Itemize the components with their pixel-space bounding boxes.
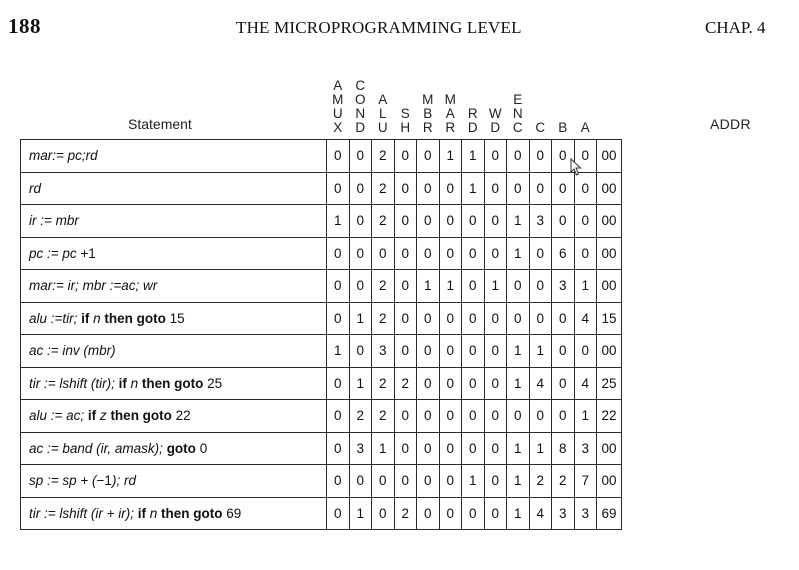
field-cell-wd: 0 bbox=[484, 205, 507, 238]
field-cell-a: 0 bbox=[574, 237, 597, 270]
field-cell-mar: 0 bbox=[439, 367, 462, 400]
mouse-pointer-icon bbox=[570, 158, 582, 176]
column-header-letter: N bbox=[355, 106, 366, 121]
field-cell-alu: 0 bbox=[372, 497, 395, 530]
field-cell-c: 1 bbox=[529, 335, 552, 368]
field-cell-wd: 0 bbox=[484, 140, 507, 173]
field-cell-amux: 0 bbox=[327, 140, 350, 173]
field-cell-enc: 0 bbox=[507, 140, 530, 173]
statement-column-header: Statement bbox=[128, 116, 192, 132]
field-cell-sh: 2 bbox=[394, 367, 417, 400]
column-header-letter: S bbox=[400, 106, 410, 121]
column-header-a bbox=[574, 65, 597, 135]
statement-fragment: ir := mbr bbox=[29, 213, 79, 229]
field-cell-mbr: 0 bbox=[417, 205, 440, 238]
field-cell-wd: 0 bbox=[484, 465, 507, 498]
statement-fragment: alu :=tir; bbox=[29, 310, 82, 326]
statement-cell bbox=[21, 140, 327, 173]
field-cell-cond: 0 bbox=[349, 140, 372, 173]
column-header-letter: D bbox=[490, 120, 501, 135]
field-cell-a: 4 bbox=[574, 367, 597, 400]
field-cell-b: 0 bbox=[552, 172, 575, 205]
field-cell-rd: 0 bbox=[462, 270, 485, 303]
field-cell-mbr: 0 bbox=[417, 140, 440, 173]
statement-fragment: then goto bbox=[141, 375, 204, 391]
chapter-reference: CHAP. 4 bbox=[705, 18, 766, 37]
field-cell-sh: 0 bbox=[394, 172, 417, 205]
field-cell-amux: 0 bbox=[327, 302, 350, 335]
field-cell-mbr: 0 bbox=[417, 400, 440, 433]
field-cell-mbr: 0 bbox=[417, 432, 440, 465]
column-header-letter: R bbox=[422, 120, 433, 135]
field-cell-mar: 0 bbox=[439, 432, 462, 465]
statement-fragment: z bbox=[96, 408, 111, 424]
field-cell-alu: 2 bbox=[372, 302, 395, 335]
column-header-letter: A bbox=[378, 92, 388, 107]
field-cell-mar: 0 bbox=[439, 400, 462, 433]
field-cell-c: 4 bbox=[529, 367, 552, 400]
field-cell-sh: 0 bbox=[394, 400, 417, 433]
table-row bbox=[21, 367, 622, 400]
field-cell-b: 0 bbox=[552, 367, 575, 400]
column-header-letter: L bbox=[378, 106, 387, 121]
field-cell-mbr: 0 bbox=[417, 497, 440, 530]
field-cell-a: 0 bbox=[574, 335, 597, 368]
field-cell-cond: 0 bbox=[349, 335, 372, 368]
field-cell-sh: 2 bbox=[394, 497, 417, 530]
field-cell-cond: 2 bbox=[349, 400, 372, 433]
page-number: 188 bbox=[8, 14, 41, 38]
column-header-c bbox=[529, 65, 552, 135]
field-cell-mar: 0 bbox=[439, 302, 462, 335]
field-cell-amux: 0 bbox=[327, 367, 350, 400]
field-cell-c: 0 bbox=[529, 400, 552, 433]
statement-fragment: n bbox=[126, 375, 142, 391]
field-cell-sh: 0 bbox=[394, 140, 417, 173]
column-header-letter: A bbox=[445, 106, 455, 121]
field-cell-amux: 0 bbox=[327, 465, 350, 498]
field-cell-amux: 0 bbox=[327, 432, 350, 465]
addr-cell: 00 bbox=[597, 465, 622, 498]
addr-cell: 15 bbox=[597, 302, 622, 335]
column-header-letter: B bbox=[558, 120, 568, 135]
field-cell-wd: 0 bbox=[484, 367, 507, 400]
column-header-letter: C bbox=[355, 78, 366, 93]
statement-fragment: n bbox=[89, 310, 105, 326]
statement-fragment: 15 bbox=[165, 310, 185, 326]
field-cell-sh: 0 bbox=[394, 335, 417, 368]
statement-fragment: tir := lshift (ir + ir); bbox=[29, 505, 138, 521]
table-row bbox=[21, 400, 622, 433]
field-cell-sh: 0 bbox=[394, 302, 417, 335]
field-cell-rd: 0 bbox=[462, 400, 485, 433]
field-cell-alu: 1 bbox=[372, 432, 395, 465]
field-cell-mbr: 0 bbox=[417, 302, 440, 335]
field-cell-c: 0 bbox=[529, 302, 552, 335]
column-header-rd bbox=[462, 65, 485, 135]
field-cell-rd: 0 bbox=[462, 205, 485, 238]
column-header-letter: U bbox=[332, 106, 343, 121]
statement-cell bbox=[21, 465, 327, 498]
field-cell-mbr: 0 bbox=[417, 465, 440, 498]
column-header-cond bbox=[349, 65, 372, 135]
field-cell-wd: 0 bbox=[484, 400, 507, 433]
field-cell-alu: 2 bbox=[372, 367, 395, 400]
statement-fragment: if bbox=[87, 408, 97, 424]
field-cell-mar: 1 bbox=[439, 270, 462, 303]
column-header-enc bbox=[507, 65, 530, 135]
statement-fragment: alu := ac; bbox=[29, 408, 88, 424]
field-cell-enc: 0 bbox=[507, 400, 530, 433]
statement-fragment: tir := lshift (tir); bbox=[29, 375, 119, 391]
statement-fragment: if bbox=[118, 375, 127, 391]
column-header-letter: N bbox=[512, 106, 523, 121]
table-row bbox=[21, 270, 622, 303]
field-cell-sh: 0 bbox=[394, 205, 417, 238]
table-row bbox=[21, 335, 622, 368]
field-cell-wd: 0 bbox=[484, 497, 507, 530]
field-cell-mbr: 0 bbox=[417, 172, 440, 205]
field-cell-rd: 0 bbox=[462, 367, 485, 400]
addr-cell: 69 bbox=[597, 497, 622, 530]
addr-cell: 00 bbox=[597, 140, 622, 173]
field-cell-a: 1 bbox=[574, 400, 597, 433]
addr-cell: 00 bbox=[597, 205, 622, 238]
field-cell-alu: 2 bbox=[372, 140, 395, 173]
column-header-letter: H bbox=[400, 120, 411, 135]
field-cell-cond: 1 bbox=[349, 497, 372, 530]
field-cell-c: 0 bbox=[529, 140, 552, 173]
field-cell-enc: 1 bbox=[507, 465, 530, 498]
column-header-letter: M bbox=[444, 92, 456, 107]
statement-cell bbox=[21, 497, 327, 530]
statement-fragment: rd bbox=[29, 180, 42, 196]
field-cell-b: 0 bbox=[552, 302, 575, 335]
field-cell-wd: 0 bbox=[484, 335, 507, 368]
field-cell-a: 0 bbox=[574, 172, 597, 205]
statement-fragment: n bbox=[146, 505, 162, 521]
statement-fragment: 25 bbox=[203, 375, 223, 391]
column-header-letter: D bbox=[467, 120, 478, 135]
column-header-sh bbox=[394, 65, 417, 135]
statement-fragment: 0 bbox=[195, 440, 208, 456]
field-cell-enc: 1 bbox=[507, 335, 530, 368]
field-cell-a: 3 bbox=[574, 432, 597, 465]
field-cell-a: 4 bbox=[574, 302, 597, 335]
chapter-title: THE MICROPROGRAMMING LEVEL bbox=[236, 18, 522, 37]
statement-fragment: 1 bbox=[88, 245, 96, 261]
statement-cell bbox=[21, 400, 327, 433]
column-header-letter: M bbox=[422, 92, 434, 107]
field-cell-b: 0 bbox=[552, 205, 575, 238]
table-row bbox=[21, 465, 622, 498]
statement-fragment: −1 bbox=[96, 473, 112, 489]
field-cell-alu: 2 bbox=[372, 270, 395, 303]
field-cell-alu: 0 bbox=[372, 237, 395, 270]
addr-cell: 00 bbox=[597, 432, 622, 465]
field-cell-rd: 0 bbox=[462, 432, 485, 465]
field-cell-wd: 0 bbox=[484, 237, 507, 270]
table-row bbox=[21, 205, 622, 238]
column-header-wd bbox=[484, 65, 507, 135]
field-cell-rd: 0 bbox=[462, 302, 485, 335]
field-cell-mar: 0 bbox=[439, 205, 462, 238]
field-cell-cond: 1 bbox=[349, 367, 372, 400]
field-cell-cond: 1 bbox=[349, 302, 372, 335]
statement-fragment: mar:= ir; mbr :=ac; wr bbox=[29, 278, 158, 294]
table-row bbox=[21, 172, 622, 205]
statement-fragment: pc := pc + bbox=[29, 245, 89, 261]
statement-fragment: ); rd bbox=[111, 473, 136, 489]
field-cell-b: 0 bbox=[552, 400, 575, 433]
column-header-letter: X bbox=[333, 120, 343, 135]
field-cell-enc: 0 bbox=[507, 172, 530, 205]
statement-cell bbox=[21, 237, 327, 270]
field-cell-rd: 0 bbox=[462, 335, 485, 368]
addr-cell: 25 bbox=[597, 367, 622, 400]
field-cell-amux: 1 bbox=[327, 205, 350, 238]
statement-fragment: 22 bbox=[171, 408, 191, 424]
field-cell-mar: 0 bbox=[439, 497, 462, 530]
field-cell-amux: 1 bbox=[327, 335, 350, 368]
statement-cell bbox=[21, 432, 327, 465]
column-header-mbr bbox=[417, 65, 440, 135]
field-cell-c: 0 bbox=[529, 172, 552, 205]
field-cell-cond: 0 bbox=[349, 237, 372, 270]
field-cell-wd: 1 bbox=[484, 270, 507, 303]
column-header-letter: R bbox=[467, 106, 478, 121]
statement-fragment: then goto bbox=[161, 505, 223, 521]
field-cell-cond: 0 bbox=[349, 270, 372, 303]
field-cell-a: 7 bbox=[574, 465, 597, 498]
field-cell-cond: 0 bbox=[349, 205, 372, 238]
field-cell-a: 3 bbox=[574, 497, 597, 530]
field-cell-c: 0 bbox=[529, 270, 552, 303]
field-cell-alu: 0 bbox=[372, 465, 395, 498]
field-cell-enc: 0 bbox=[507, 270, 530, 303]
field-cell-mar: 0 bbox=[439, 172, 462, 205]
microprogram-table bbox=[20, 139, 622, 530]
field-cell-b: 6 bbox=[552, 237, 575, 270]
statement-cell bbox=[21, 367, 327, 400]
field-cell-mar: 0 bbox=[439, 335, 462, 368]
field-cell-c: 2 bbox=[529, 465, 552, 498]
addr-column-header: ADDR bbox=[710, 116, 751, 132]
table-row bbox=[21, 432, 622, 465]
column-headers bbox=[0, 0, 799, 140]
field-cell-amux: 0 bbox=[327, 172, 350, 205]
column-header-letter: A bbox=[580, 120, 590, 135]
field-cell-b: 0 bbox=[552, 335, 575, 368]
field-cell-enc: 1 bbox=[507, 367, 530, 400]
addr-cell: 00 bbox=[597, 172, 622, 205]
field-cell-rd: 1 bbox=[462, 172, 485, 205]
field-cell-alu: 2 bbox=[372, 205, 395, 238]
addr-cell: 00 bbox=[597, 335, 622, 368]
column-header-letter: C bbox=[512, 120, 523, 135]
table-row bbox=[21, 237, 622, 270]
addr-cell: 00 bbox=[597, 270, 622, 303]
field-cell-b: 2 bbox=[552, 465, 575, 498]
column-header-letter: E bbox=[513, 92, 523, 107]
field-cell-b: 3 bbox=[552, 270, 575, 303]
field-cell-alu: 2 bbox=[372, 400, 395, 433]
field-cell-sh: 0 bbox=[394, 270, 417, 303]
field-cell-a: 0 bbox=[574, 205, 597, 238]
field-cell-rd: 1 bbox=[462, 140, 485, 173]
column-header-letter: W bbox=[488, 106, 502, 121]
field-cell-amux: 0 bbox=[327, 400, 350, 433]
field-cell-a: 1 bbox=[574, 270, 597, 303]
statement-fragment: ac := inv (mbr) bbox=[29, 343, 116, 359]
field-cell-mar: 1 bbox=[439, 140, 462, 173]
field-cell-alu: 2 bbox=[372, 172, 395, 205]
field-cell-c: 4 bbox=[529, 497, 552, 530]
field-cell-rd: 0 bbox=[462, 497, 485, 530]
field-cell-amux: 0 bbox=[327, 497, 350, 530]
column-header-amux bbox=[327, 65, 350, 135]
field-cell-amux: 0 bbox=[327, 270, 350, 303]
field-cell-b: 0 bbox=[552, 140, 575, 173]
field-cell-cond: 3 bbox=[349, 432, 372, 465]
statement-fragment: mar:= pc;rd bbox=[29, 148, 98, 164]
field-cell-mar: 0 bbox=[439, 237, 462, 270]
field-cell-b: 8 bbox=[552, 432, 575, 465]
table-row bbox=[21, 497, 622, 530]
field-cell-mbr: 1 bbox=[417, 270, 440, 303]
column-header-letter: M bbox=[332, 92, 344, 107]
statement-cell bbox=[21, 172, 327, 205]
field-cell-sh: 0 bbox=[394, 432, 417, 465]
column-header-b bbox=[552, 65, 575, 135]
statement-fragment: goto bbox=[166, 440, 196, 456]
column-header-letter: R bbox=[445, 120, 456, 135]
field-cell-enc: 1 bbox=[507, 205, 530, 238]
field-cell-c: 0 bbox=[529, 237, 552, 270]
statement-fragment: if bbox=[81, 310, 90, 326]
field-cell-mbr: 0 bbox=[417, 237, 440, 270]
field-cell-wd: 0 bbox=[484, 432, 507, 465]
field-cell-c: 3 bbox=[529, 205, 552, 238]
column-header-alu bbox=[372, 65, 395, 135]
statement-cell bbox=[21, 335, 327, 368]
table-row bbox=[21, 140, 622, 173]
statement-fragment: ac := band (ir, amask); bbox=[29, 440, 167, 456]
field-cell-a: 0 bbox=[574, 140, 597, 173]
field-cell-rd: 0 bbox=[462, 237, 485, 270]
column-header-mar bbox=[439, 65, 462, 135]
statement-fragment: sp := sp + ( bbox=[29, 473, 97, 489]
statement-cell bbox=[21, 205, 327, 238]
field-cell-c: 1 bbox=[529, 432, 552, 465]
addr-cell: 00 bbox=[597, 237, 622, 270]
column-header-letter: B bbox=[423, 106, 433, 121]
column-header-letter: D bbox=[355, 120, 366, 135]
statement-fragment: 69 bbox=[222, 505, 242, 521]
field-cell-mbr: 0 bbox=[417, 367, 440, 400]
field-cell-wd: 0 bbox=[484, 172, 507, 205]
field-cell-sh: 0 bbox=[394, 237, 417, 270]
statement-fragment: then goto bbox=[110, 408, 172, 424]
column-header-letter: O bbox=[354, 92, 366, 107]
statement-cell bbox=[21, 302, 327, 335]
field-cell-cond: 0 bbox=[349, 172, 372, 205]
field-cell-mbr: 0 bbox=[417, 335, 440, 368]
field-cell-rd: 1 bbox=[462, 465, 485, 498]
field-cell-enc: 1 bbox=[507, 497, 530, 530]
field-cell-b: 3 bbox=[552, 497, 575, 530]
field-cell-sh: 0 bbox=[394, 465, 417, 498]
column-header-letter: U bbox=[377, 120, 388, 135]
field-cell-amux: 0 bbox=[327, 237, 350, 270]
column-header-letter: C bbox=[535, 120, 546, 135]
statement-fragment: then goto bbox=[104, 310, 166, 326]
column-header-letter: A bbox=[333, 78, 343, 93]
statement-fragment: if bbox=[137, 505, 147, 521]
table-row bbox=[21, 302, 622, 335]
field-cell-alu: 3 bbox=[372, 335, 395, 368]
field-cell-wd: 0 bbox=[484, 302, 507, 335]
field-cell-enc: 1 bbox=[507, 432, 530, 465]
addr-cell: 22 bbox=[597, 400, 622, 433]
field-cell-cond: 0 bbox=[349, 465, 372, 498]
field-cell-mar: 0 bbox=[439, 465, 462, 498]
field-cell-enc: 0 bbox=[507, 302, 530, 335]
field-cell-enc: 1 bbox=[507, 237, 530, 270]
statement-cell bbox=[21, 270, 327, 303]
